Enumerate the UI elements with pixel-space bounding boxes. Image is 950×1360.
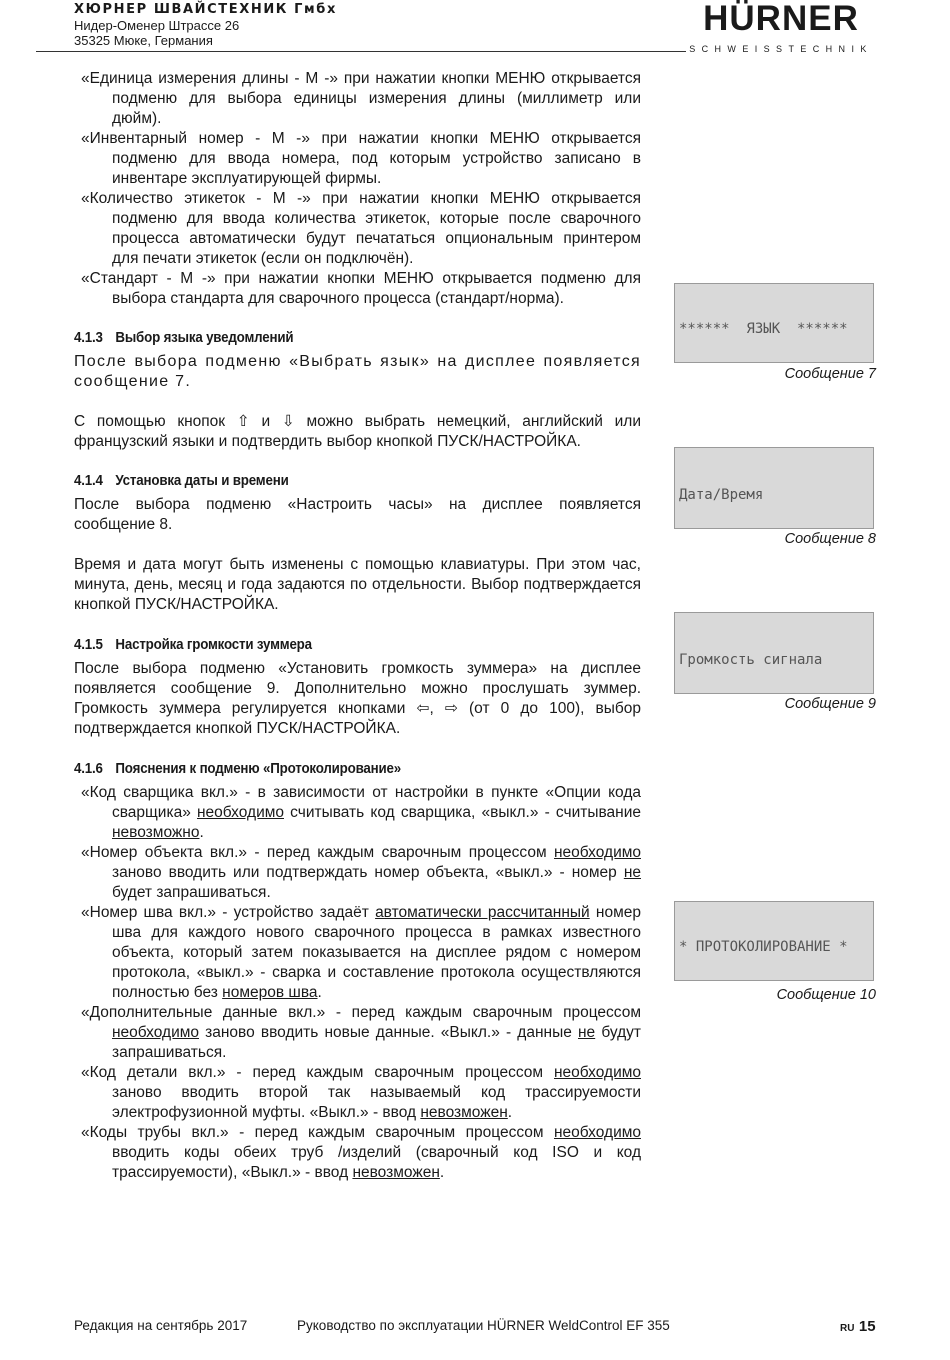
- lcd-display-message-10: [674, 901, 874, 981]
- list-item: «Инвентарный номер - М -» при нажатии кнопки МЕНЮ открывается подменю для ввода номера, под которым устройство записано в инвентаре эксплуатирующей фирмы.: [81, 130, 641, 187]
- header-rule: [36, 51, 686, 52]
- list-item: «Номер шва вкл.» - устройство задаёт автоматически рассчитанный номер шва для каждого нового сварочного процесса в рамках известного объекта, который затем показывается на дисплее рядом с номером протокола, «выкл.» - сварка и составление протокола осуществляются полностью без номеров шва.: [81, 904, 641, 1001]
- lcd-display-message-7: [674, 283, 874, 363]
- lcd-line: * ПРОТОКОЛИРОВАНИЕ *: [679, 939, 848, 955]
- list-item: «Номер объекта вкл.» - перед каждым сварочным процессом необходимо заново вводить или подтверждать номер объекта, «выкл.» - номер не будет запрашиваться.: [81, 844, 641, 901]
- protocol-bullet-list: [74, 783, 641, 1183]
- company-logo: [686, 0, 876, 54]
- page-number: [840, 1318, 876, 1336]
- section-number: 4.1.4: [74, 473, 103, 489]
- footer-manual-title: Руководство по эксплуатации HÜRNER WeldControl EF 355: [297, 1318, 670, 1333]
- section-number: 4.1.3: [74, 330, 103, 346]
- header-address: [74, 2, 337, 48]
- lcd-line: Громкость сигнала: [679, 652, 823, 668]
- top-bullet-list: [74, 69, 641, 309]
- section-number: 4.1.5: [74, 637, 103, 653]
- section-heading-4-1-5: [74, 635, 596, 655]
- logo-word: HÜRNER: [703, 0, 859, 38]
- section-title: Настройка громкости зуммера: [115, 637, 312, 653]
- company-city: 35325 Мюке, Германия: [74, 33, 213, 48]
- section-number: 4.1.6: [74, 761, 103, 777]
- list-item: «Дополнительные данные вкл.» - перед каждым сварочным процессом необходимо заново вводить новые данные. «Выкл.» - данные не будут запрашиваться.: [81, 1004, 642, 1061]
- page-number-value: 15: [858, 1318, 876, 1335]
- lcd-line: Дата/Время: [679, 487, 764, 503]
- paragraph: После выбора подменю «Установить громкость зуммера» на дисплее появляется сообщение 9. Дополнительно можно прослушать зуммер. Громкость зуммера регулируется кнопками ⇦, ⇨ (от 0 до 100), выбор подтверждается кнопкой ПУСК/НАСТРОЙКА.: [74, 660, 641, 737]
- caption: Сообщение 8: [784, 531, 876, 547]
- list-item: «Код детали вкл.» - перед каждым сварочным процессом необходимо заново вводить второй так называемый код трассируемости электрофузионной муфты. «Выкл.» - ввод невозможен.: [81, 1064, 641, 1121]
- footer-edition: Редакция на сентябрь 2017: [74, 1318, 248, 1333]
- list-item: «Количество этикеток - М -» при нажатии кнопки МЕНЮ открывается подменю для ввода количества этикеток, которые после сварочного процесса автоматически будут печататься опциональным принтером для печати этикеток (если он подключён).: [81, 190, 641, 267]
- section-heading-4-1-4: [74, 471, 596, 491]
- section-heading-4-1-3: [74, 328, 596, 348]
- paragraph: После выбора подменю «Настроить часы» на дисплее появляется сообщение 8.: [74, 496, 641, 533]
- paragraph: С помощью кнопок ⇧ и ⇩ можно выбрать немецкий, английский или французский языки и подтвердить выбор кнопкой ПУСК/НАСТРОЙКА.: [74, 413, 641, 450]
- lcd-display-message-9: [674, 612, 874, 694]
- lcd-line: ****** ЯЗЫК ******: [679, 321, 848, 337]
- list-item: «Код сварщика вкл.» - в зависимости от настройки в пункте «Опции кода сварщика» необходимо считывать код сварщика, «выкл.» - считывание невозможно.: [81, 784, 641, 841]
- caption: Сообщение 9: [784, 696, 876, 712]
- paragraph: Время и дата могут быть изменены с помощью клавиатуры. При этом час, минута, день, месяц и года задаются по отдельности. Выбор подтверждается кнопкой ПУСК/НАСТРОЙКА.: [74, 556, 641, 613]
- section-title: Установка даты и времени: [115, 473, 289, 489]
- list-item: «Стандарт - М -» при нажатии кнопки МЕНЮ открывается подменю для выбора стандарта для сварочного процесса (стандарт/норма).: [81, 270, 641, 307]
- section-title: Пояснения к подменю «Протоколирование»: [115, 761, 402, 777]
- logo-subtitle: SCHWEISSTECHNIK: [689, 44, 873, 54]
- caption: Сообщение 10: [776, 987, 876, 1003]
- list-item: «Единица измерения длины - М -» при нажатии кнопки МЕНЮ открывается подменю для выбора единицы измерения длины (миллиметр или дюйм).: [81, 70, 641, 127]
- caption: Сообщение 7: [784, 366, 876, 382]
- section-heading-4-1-6: [74, 759, 596, 779]
- section-title: Выбор языка уведомлений: [115, 330, 294, 346]
- paragraph: После выбора подменю «Выбрать язык» на дисплее появляется сообщение 7.: [74, 353, 641, 390]
- lcd-display-message-8: [674, 447, 874, 529]
- language-code: RU: [840, 1323, 855, 1334]
- list-item: «Коды трубы вкл.» - перед каждым сварочным процессом необходимо вводить коды обеих труб /изделий (сварочный код ISO и код трассируемости), «Выкл.» - ввод невозможен.: [81, 1124, 641, 1181]
- company-name: ХЮРНЕР ШВАЙСТЕХНИК Гмбх: [74, 2, 337, 17]
- company-street: Нидер-Оменер Штрассе 26: [74, 18, 240, 33]
